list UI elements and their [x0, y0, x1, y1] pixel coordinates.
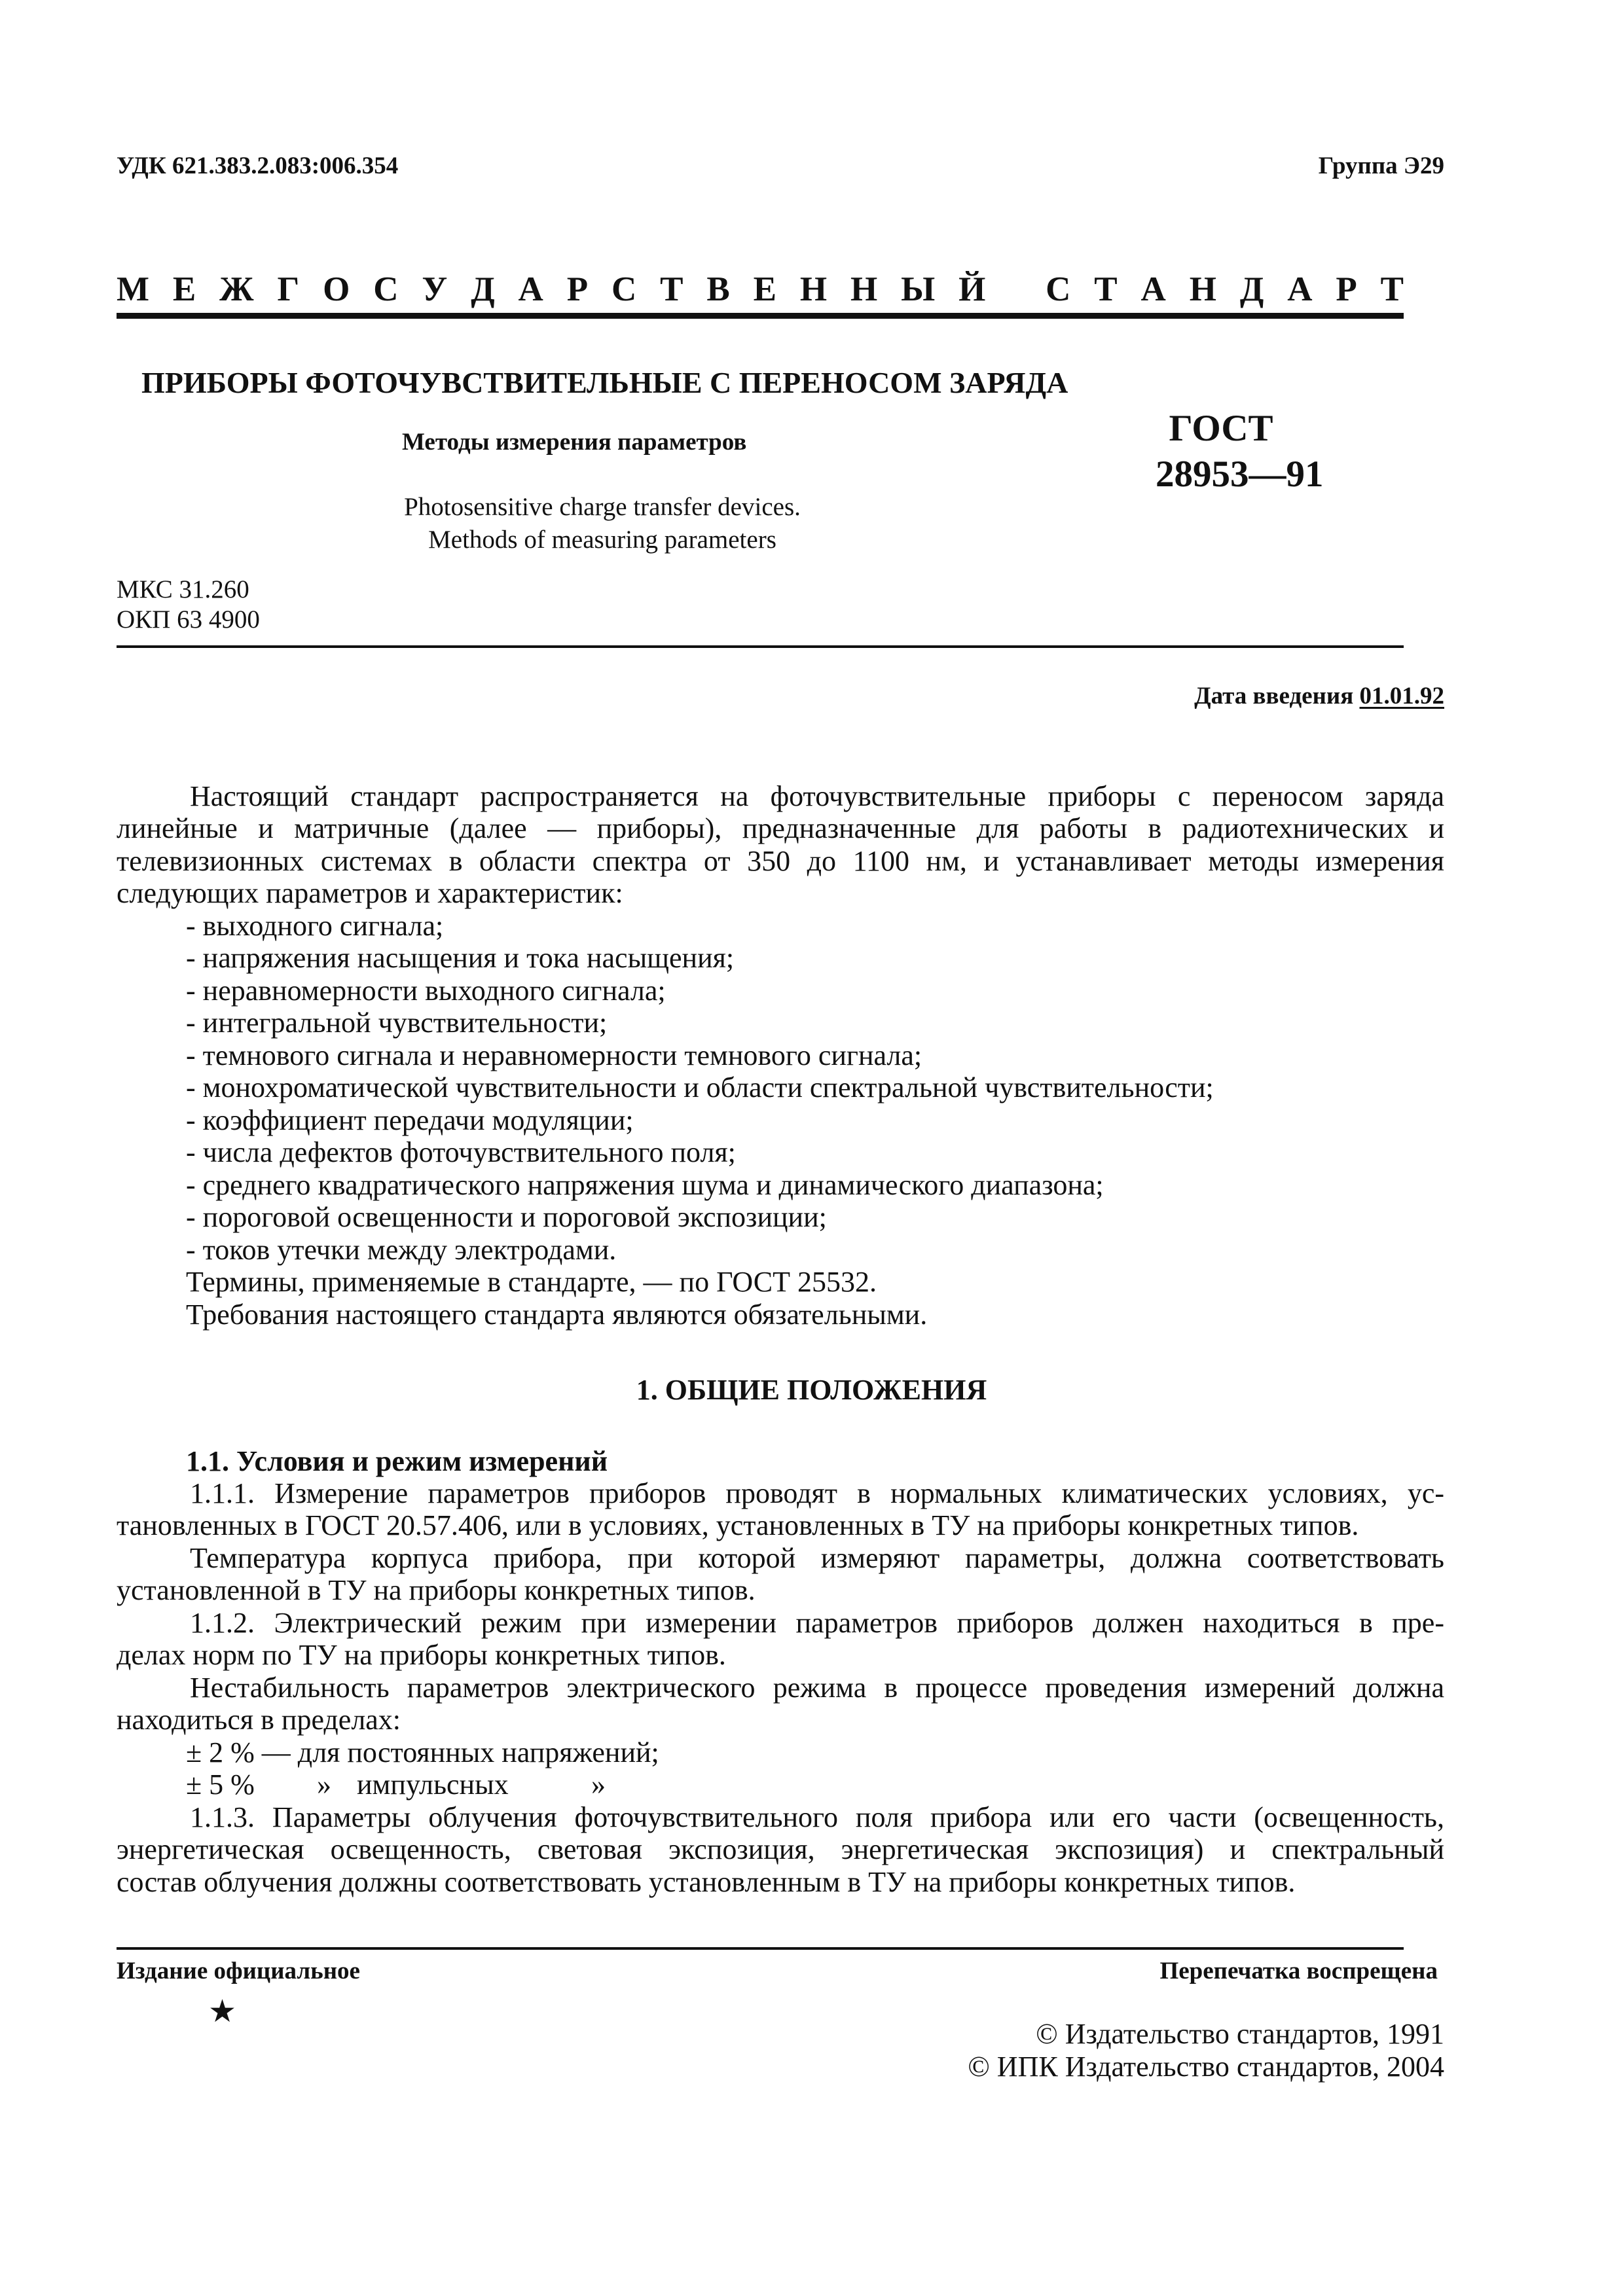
list-item: - темнового сигнала и неравномерности темнового сигнала; — [186, 1039, 922, 1071]
paragraph-line: тановленных в ГОСТ 20.57.406, или в условиях, установленных в ТУ на приборы конкретных типов. — [117, 1509, 1359, 1541]
date-label: Дата введения — [1194, 683, 1354, 709]
section-title: 1. ОБЩИЕ ПОЛОЖЕНИЯ — [636, 1374, 987, 1406]
heading-letter: Ж — [219, 270, 254, 308]
heading-letter: У — [422, 270, 448, 308]
tolerance-line: ± 2 % — для постоянных напряжений; — [186, 1736, 659, 1768]
paragraph-line: 1.1.2. Электрический режим при измерении параметров приборов должен находиться в пре- — [190, 1607, 1444, 1639]
intro-line: следующих параметров и характеристик: — [117, 877, 623, 909]
heading-letter: Н — [850, 270, 878, 308]
heading-rule — [117, 313, 1404, 319]
list-item: - монохроматической чувствительности и области спектральной чувствительности; — [186, 1071, 1214, 1103]
heading-gap — [1009, 270, 1022, 309]
reprint-notice: Перепечатка воспрещена — [1159, 1958, 1438, 1984]
heading-letter: С — [1046, 270, 1071, 308]
mks-code: МКС 31.260 — [117, 575, 249, 603]
paragraph-line: Температура корпуса прибора, при которой измеряют параметры, должна соответствовать — [190, 1542, 1444, 1574]
heading-letter: А — [518, 270, 543, 308]
terms-note: Термины, применяемые в стандарте, — по ГОСТ 25532. — [186, 1266, 877, 1298]
paragraph-line: находиться в пределах: — [117, 1704, 401, 1736]
title-rule — [117, 645, 1404, 648]
heading-letter: Е — [753, 270, 777, 308]
heading-letter: Р — [1336, 270, 1357, 308]
english-title-line: Methods of measuring parameters — [428, 526, 776, 554]
paragraph-line: 1.1.1. Измерение параметров приборов проводят в нормальных климатических условиях, ус- — [190, 1477, 1444, 1509]
heading-letter: М — [117, 270, 150, 308]
intro-line: телевизионных системах в области спектра от 350 до 1100 нм, и устанавливает методы измерения — [117, 845, 1444, 877]
mandatory-note: Требования настоящего стандарта являются обязательными. — [186, 1299, 928, 1331]
english-title — [340, 491, 864, 556]
copyright-line: © ИПК Издательство стандартов, 2004 — [968, 2051, 1444, 2083]
standard-heading — [117, 270, 1404, 309]
list-item: - напряжения насыщения и тока насыщения; — [186, 942, 735, 974]
heading-letter: Т — [1380, 270, 1404, 308]
udk-code: УДК 621.383.2.083:006.354 — [117, 152, 399, 179]
heading-letter: Т — [1094, 270, 1118, 308]
list-item: - интегральной чувствительности; — [186, 1007, 608, 1039]
list-item: - токов утечки между электродами. — [186, 1234, 617, 1266]
okp-code: ОКП 63 4900 — [117, 605, 260, 634]
list-item: - выходного сигнала; — [186, 910, 444, 942]
heading-letter: Д — [471, 270, 495, 308]
heading-letter: Д — [1239, 270, 1264, 308]
heading-letter: Т — [660, 270, 684, 308]
list-item: - числа дефектов фоточувствительного поля; — [186, 1136, 736, 1168]
list-item: - среднего квадратического напряжения шума и динамического диапазона; — [186, 1169, 1104, 1201]
star-icon: ★ — [208, 1994, 237, 2029]
subsection-title: 1.1. Условия и режим измерений — [186, 1445, 608, 1477]
document-subtitle: Методы измерения параметров — [402, 429, 747, 456]
intro-line: Настоящий стандарт распространяется на фоточувствительные приборы с переносом заряда — [190, 780, 1444, 812]
tolerance-word: импульсных — [357, 1768, 509, 1801]
english-title-line: Photosensitive charge transfer devices. — [404, 493, 801, 521]
group-code: Группа Э29 — [1318, 152, 1444, 179]
tolerance-value: ± 5 % — [186, 1768, 255, 1801]
official-edition: Издание официальное — [117, 1958, 360, 1984]
heading-letter: А — [1140, 270, 1166, 308]
document-title: ПРИБОРЫ ФОТОЧУВСТВИТЕЛЬНЫЕ С ПЕРЕНОСОМ ЗАРЯДА — [141, 366, 1068, 399]
heading-letter: Ы — [901, 270, 936, 308]
heading-letter: Н — [799, 270, 828, 308]
heading-letter: С — [611, 270, 637, 308]
paragraph-line: установленной в ТУ на приборы конкретных типов. — [117, 1574, 756, 1606]
heading-letter: С — [373, 270, 399, 308]
date-value: 01.01.92 — [1359, 683, 1444, 709]
list-item: - пороговой освещенности и пороговой экспозиции; — [186, 1201, 827, 1233]
list-item: - неравномерности выходного сигнала; — [186, 975, 666, 1007]
heading-letter: Р — [566, 270, 589, 308]
heading-letter: А — [1287, 270, 1313, 308]
heading-letter: В — [706, 270, 730, 308]
classification-codes — [117, 575, 260, 635]
heading-letter: О — [323, 270, 350, 308]
ditto-mark: » — [317, 1768, 331, 1801]
heading-letter: Н — [1189, 270, 1216, 308]
gost-number: 28953—91 — [1156, 454, 1324, 495]
paragraph-line: 1.1.3. Параметры облучения фоточувствительного поля прибора или его части (освещенность, — [190, 1801, 1444, 1833]
paragraph-line: энергетическая освещенность, световая экспозиция, энергетическая экспозиция) и спектральный — [117, 1833, 1444, 1865]
list-item: - коэффициент передачи модуляции; — [186, 1104, 634, 1136]
heading-letter: Г — [277, 270, 300, 308]
copyright-line: © Издательство стандартов, 1991 — [1036, 2018, 1444, 2050]
heading-letter: Е — [172, 270, 196, 308]
ditto-mark: » — [591, 1768, 606, 1801]
gost-designation — [1156, 406, 1324, 497]
introduction-date — [1194, 682, 1444, 710]
paragraph-line: Нестабильность параметров электрического режима в процессе проведения измерений должна — [190, 1672, 1444, 1704]
intro-line: линейные и матричные (далее — приборы), предназначенные для работы в радиотехнических и — [117, 812, 1444, 844]
heading-letter: Й — [958, 270, 986, 308]
paragraph-line: делах норм по ТУ на приборы конкретных типов. — [117, 1639, 726, 1671]
gost-label: ГОСТ — [1169, 408, 1273, 449]
paragraph-line: состав облучения должны соответствовать установленным в ТУ на приборы конкретных типов. — [117, 1866, 1296, 1898]
footer-rule — [117, 1947, 1404, 1950]
